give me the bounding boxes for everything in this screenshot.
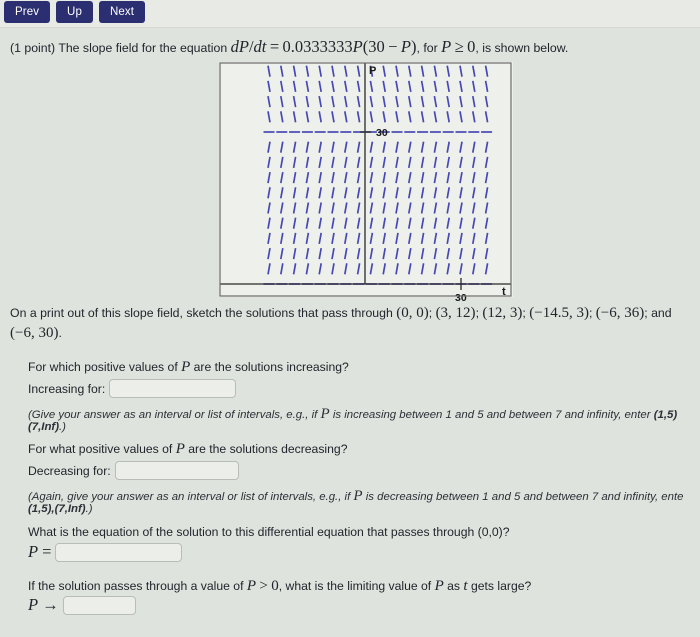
up-button[interactable]: Up — [56, 1, 93, 23]
equation-P: P — [238, 37, 249, 56]
x-tick-label-30: 30 — [455, 292, 467, 304]
problem-statement — [10, 37, 700, 57]
increasing-note-line2 — [28, 421, 66, 433]
decreasing-question-pre: For what positive values of — [28, 442, 173, 456]
increasing-question-var: P — [181, 359, 191, 375]
equation-factor-P: P — [352, 37, 363, 56]
solution-equation-label-var: P — [28, 542, 39, 561]
condition-ge: ≥ — [454, 37, 464, 56]
condition-prefix: , for — [416, 41, 438, 55]
increasing-note-line2-bold: (7,Inf) — [28, 421, 60, 433]
equation-equals: = — [269, 37, 280, 56]
sketch-point-1: (0, 0) — [396, 305, 429, 321]
sep-5: ; — [644, 306, 648, 320]
solution-equation-field-row — [28, 542, 182, 562]
equation-inner-P: P — [400, 37, 412, 56]
increasing-label: Increasing for: — [28, 381, 106, 396]
condition-P: P — [441, 37, 452, 56]
prev-button[interactable]: Prev — [4, 1, 50, 23]
increasing-note-line1 — [28, 406, 677, 423]
limit-question-zero: 0 — [271, 578, 279, 594]
limit-question — [28, 578, 531, 595]
decreasing-note-line2-suffix: .) — [85, 503, 93, 515]
increasing-note-var: P — [320, 406, 330, 422]
points-label: (1 point) — [10, 41, 56, 55]
sketch-point-5: (−6, 36) — [595, 305, 645, 321]
increasing-note-pre: (Give your answer as an interval or list of intervals, e.g., if — [28, 409, 318, 421]
problem-content — [0, 29, 700, 637]
decreasing-label: Decreasing for: — [28, 463, 111, 478]
sketch-point-3: (12, 3) — [482, 305, 523, 321]
limit-question-post: gets large? — [470, 579, 532, 593]
limit-field-row — [28, 595, 136, 615]
increasing-question — [28, 359, 349, 376]
decreasing-note-line1 — [28, 488, 683, 505]
intro-text: The slope field for the equation — [58, 41, 228, 55]
equation-open-paren: ( — [362, 37, 369, 56]
increasing-field-row — [28, 379, 236, 398]
equation-t: t — [261, 37, 267, 56]
plot-background — [219, 62, 513, 297]
decreasing-note-post: is decreasing between 1 and 5 and between 7 and infinity, ente — [365, 491, 684, 503]
limit-question-as: as — [447, 579, 461, 593]
sketch-instruction-line2 — [10, 325, 700, 342]
sep-3: ; — [522, 306, 526, 320]
decreasing-question — [28, 441, 347, 458]
slope-field-figure — [219, 62, 513, 304]
sketch-prefix: On a print out of this slope field, sketch the solutions that pass through — [10, 306, 393, 320]
equation-minus: − — [388, 37, 398, 56]
increasing-note-line2-suffix: .) — [59, 421, 66, 433]
increasing-question-post: are the solutions increasing? — [193, 360, 349, 374]
limit-input[interactable] — [63, 596, 136, 615]
decreasing-note-var: P — [353, 488, 363, 504]
limit-label-var: P — [28, 595, 39, 614]
solution-equation-input[interactable] — [55, 543, 182, 562]
solution-equation-label-eq: = — [42, 542, 52, 561]
top-navigation-bar — [0, 0, 700, 27]
sketch-point-4: (−14.5, 3) — [529, 305, 589, 321]
next-button[interactable]: Next — [99, 1, 145, 23]
x-axis-label: t — [502, 286, 506, 298]
increasing-input[interactable] — [109, 379, 236, 398]
limit-label-arrow: → — [42, 595, 59, 614]
decreasing-note-line2-bold: (1,5),(7,Inf) — [28, 503, 86, 515]
decreasing-question-var: P — [175, 441, 185, 457]
limit-question-pre: If the solution passes through a value of — [28, 579, 244, 593]
solution-equation-question: What is the equation of the solution to this differential equation that passes through (0,0)? — [28, 525, 510, 539]
equation-coefficient: 0.0333333 — [282, 37, 353, 56]
condition-suffix: , is shown below. — [475, 41, 569, 55]
sketch-line2-suffix: . — [58, 326, 62, 340]
sep-1: ; — [428, 306, 433, 320]
limit-question-mid: , what is the limiting value of — [278, 579, 432, 593]
equation-slash: / — [248, 37, 254, 56]
limit-question-var2: P — [434, 578, 444, 594]
decreasing-question-post: are the solutions decreasing? — [188, 442, 348, 456]
sketch-point-6: (−6, 30) — [10, 325, 59, 341]
limit-question-var: P — [246, 578, 257, 594]
condition-zero: 0 — [467, 37, 476, 56]
sketch-instruction — [10, 305, 700, 322]
y-axis-label: P — [369, 65, 377, 77]
equation-close-paren: ) — [411, 37, 417, 56]
decreasing-note-line2 — [28, 503, 93, 515]
increasing-question-pre: For which positive values of — [28, 360, 178, 374]
y-tick-label-30: 30 — [376, 127, 388, 139]
equation-d: d — [230, 37, 239, 56]
equation-d2: d — [253, 37, 262, 56]
decreasing-input[interactable] — [115, 461, 239, 480]
increasing-note-bold: (1,5) — [653, 409, 678, 421]
sketch-point-2: (3, 12) — [435, 305, 476, 321]
increasing-note-post: is increasing between 1 and 5 and between 7 and infinity, enter — [332, 409, 651, 421]
sep-2: ; — [475, 306, 479, 320]
limit-question-var3: t — [463, 578, 468, 594]
sketch-and: and — [651, 306, 672, 320]
sep-4: ; — [588, 306, 593, 320]
decreasing-note-pre: (Again, give your answer as an interval or list of intervals, e.g., if — [28, 491, 351, 503]
slope-field-svg — [219, 62, 513, 304]
limit-question-gt: > — [259, 578, 268, 594]
equation-thirty: 30 — [368, 37, 385, 56]
decreasing-field-row — [28, 461, 239, 480]
